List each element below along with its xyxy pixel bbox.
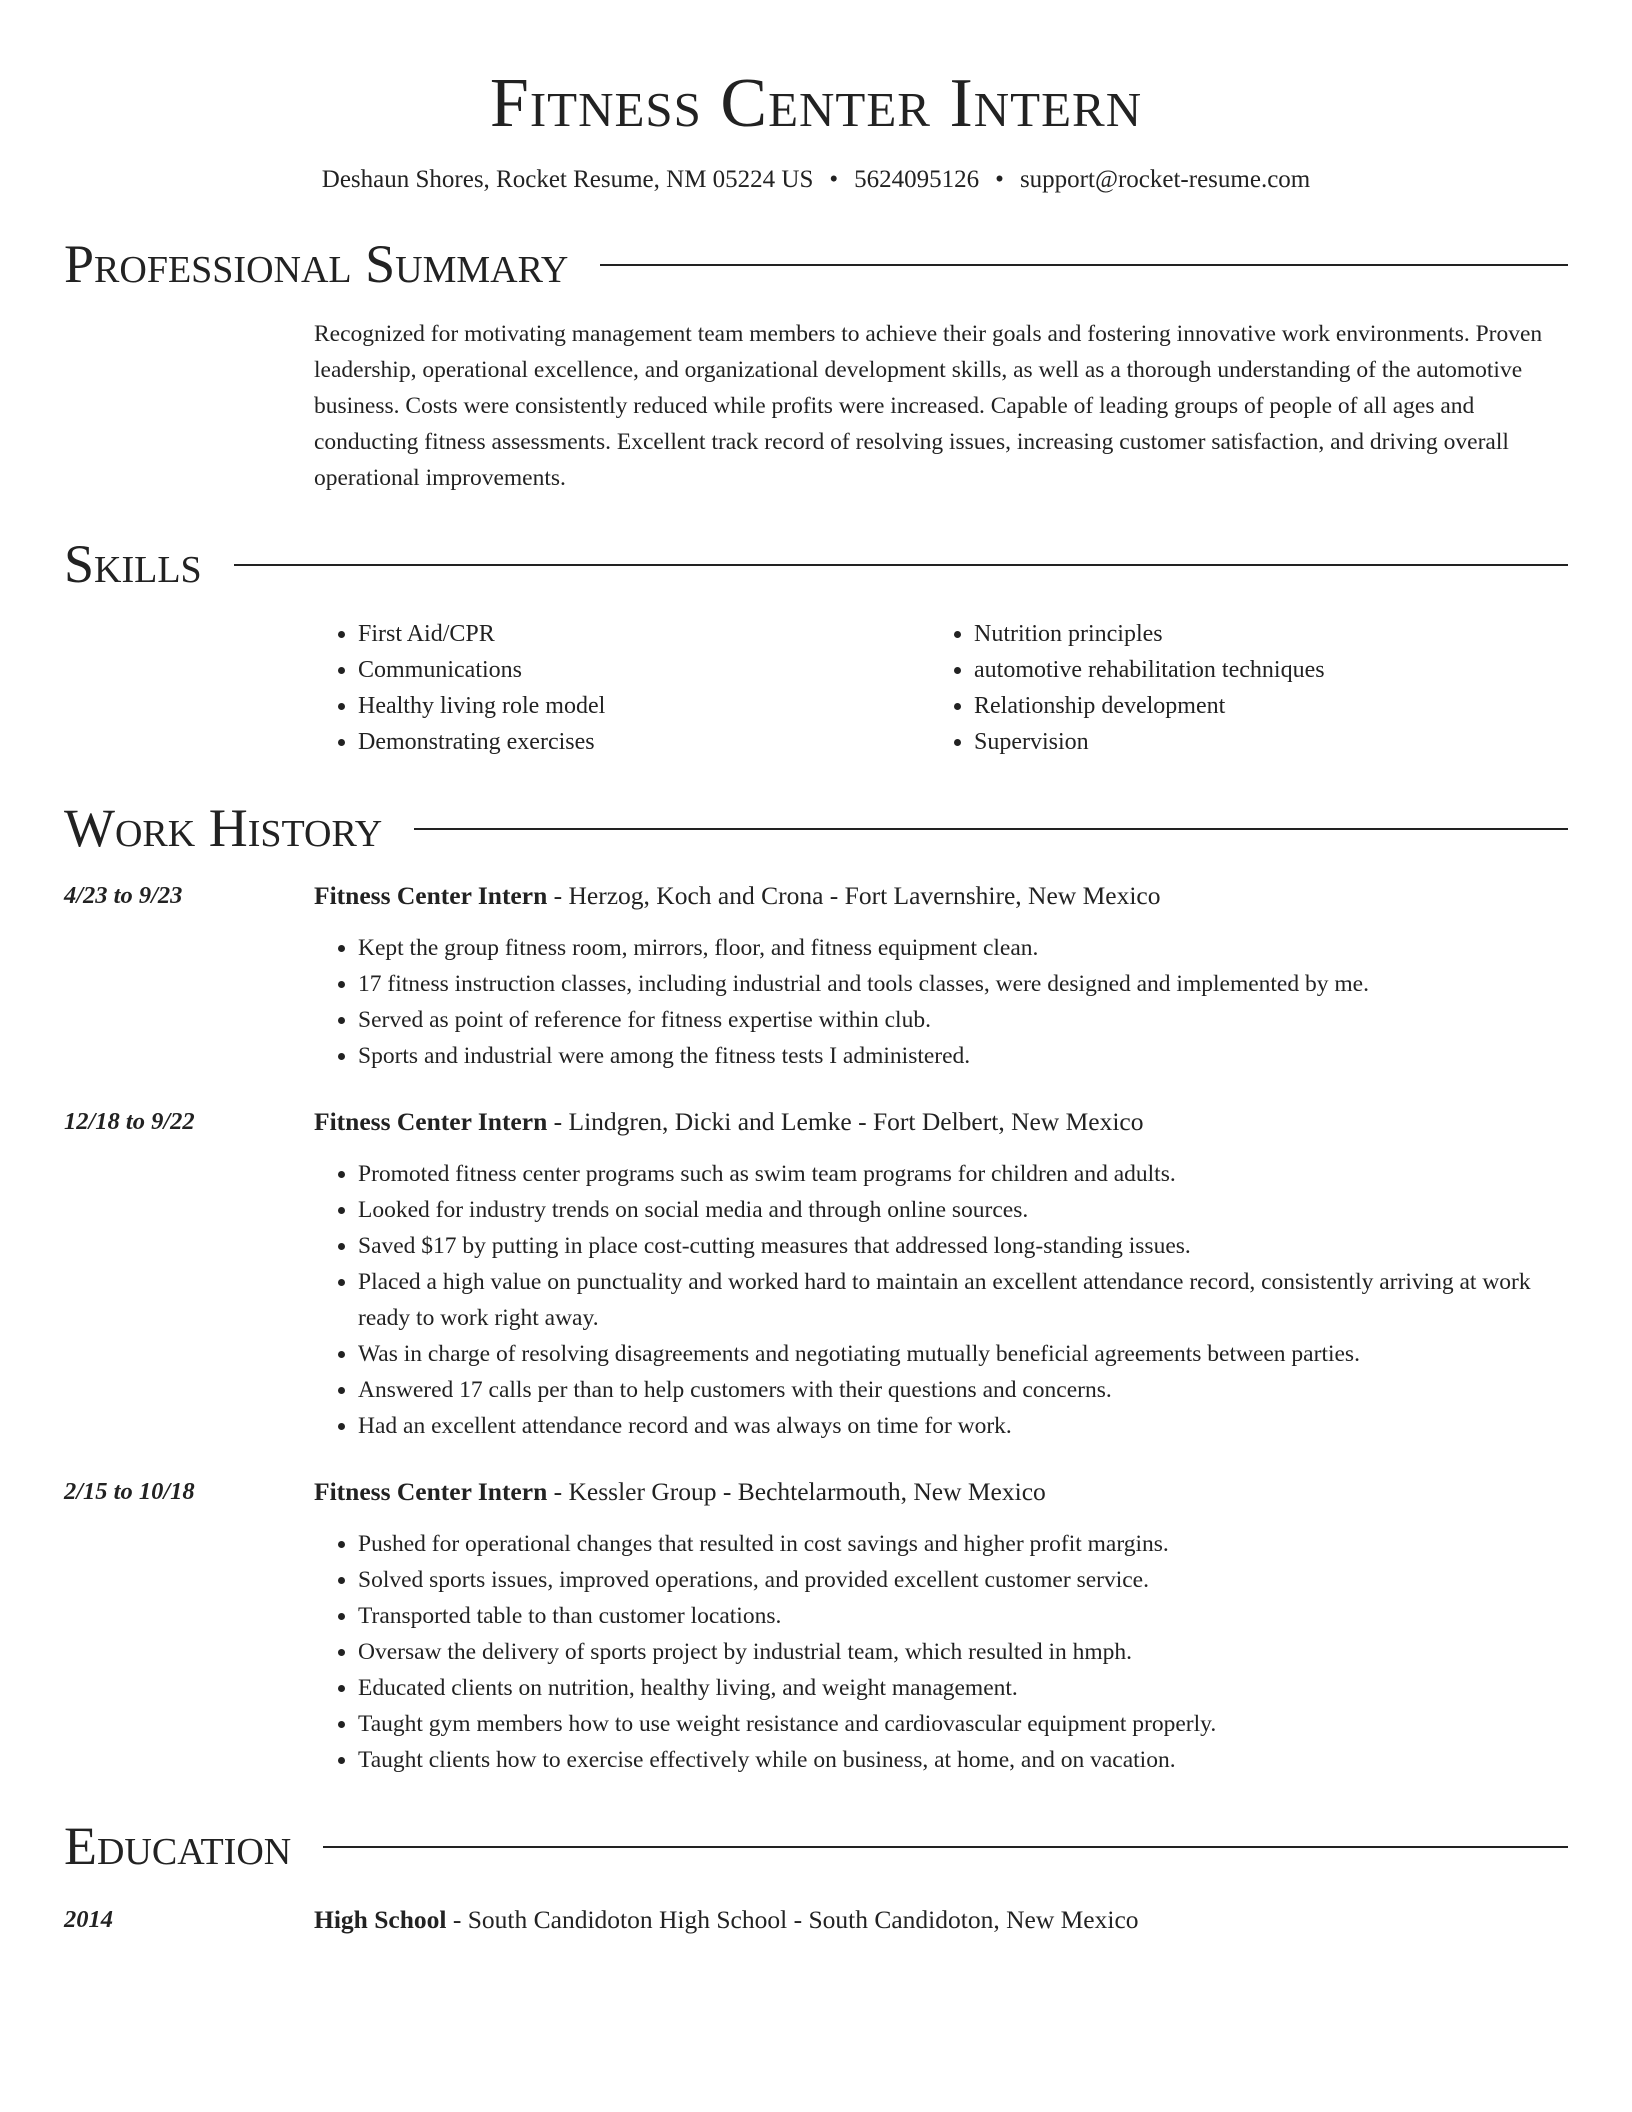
- job-title-line: [314, 1104, 1568, 1140]
- skill-item: • Communications: [358, 652, 930, 688]
- job-bullet: • Educated clients on nutrition, healthy living, and weight management.: [358, 1670, 1568, 1706]
- job-entry: [64, 1104, 1568, 1444]
- contact-phone: 5624095126: [854, 166, 980, 193]
- candidate-name: Fitness Center Intern: [489, 65, 1143, 142]
- section-divider: [600, 264, 1568, 266]
- job-bullet: • Sports and industrial were among the fitness tests I administered.: [358, 1038, 1568, 1074]
- job-bullet: • Solved sports issues, improved operations, and provided excellent customer service.: [358, 1562, 1568, 1598]
- job-dates: 4/23 to 9/23: [64, 882, 183, 909]
- education-year: 2014: [64, 1906, 113, 1933]
- job-bullets: [314, 1526, 1568, 1778]
- skills-section-title: Skills: [64, 534, 202, 594]
- job-bullet: • Transported table to than customer locations.: [358, 1598, 1568, 1634]
- education-degree: High School: [314, 1905, 447, 1934]
- job-bullets: [314, 1156, 1568, 1444]
- education-title-line: [314, 1902, 1568, 1938]
- job-bullet: • Promoted fitness center programs such as swim team programs for children and adults.: [358, 1156, 1568, 1192]
- section-divider: [234, 564, 1568, 566]
- job-title-line: [314, 878, 1568, 914]
- job-bullet: • Taught gym members how to use weight resistance and cardiovascular equipment properly.: [358, 1706, 1568, 1742]
- job-bullet: • Taught clients how to exercise effectively while on business, at home, and on vacation.: [358, 1742, 1568, 1778]
- job-bullet: • Had an excellent attendance record and was always on time for work.: [358, 1408, 1568, 1444]
- section-divider: [323, 1846, 1568, 1848]
- summary-section-header: [64, 232, 1568, 296]
- job-employer: - Herzog, Koch and Crona - Fort Lavernshire, New Mexico: [547, 881, 1161, 910]
- skill-item: • Relationship development: [974, 688, 1546, 724]
- skill-item: • Nutrition principles: [974, 616, 1546, 652]
- skills-list: [314, 616, 1568, 760]
- contact-line: [64, 164, 1568, 196]
- job-bullet: • Answered 17 calls per than to help customers with their questions and concerns.: [358, 1372, 1568, 1408]
- skills-column-left: [314, 616, 930, 760]
- contact-separator: •: [995, 166, 1004, 193]
- job-bullet: • Served as point of reference for fitness expertise within club.: [358, 1002, 1568, 1038]
- job-bullet: • Kept the group fitness room, mirrors, floor, and fitness equipment clean.: [358, 930, 1568, 966]
- job-entry: [64, 878, 1568, 1074]
- job-entry: [64, 1474, 1568, 1778]
- summary-section-title: Professional Summary: [64, 234, 569, 294]
- job-bullet: • Pushed for operational changes that resulted in cost savings and higher profit margins.: [358, 1526, 1568, 1562]
- skill-item: • Healthy living role model: [358, 688, 930, 724]
- summary-text: Recognized for motivating management team members to achieve their goals and fostering innovative work environments. Proven leadership, operational excellence, and organizational development skills, as well as a thorough understanding of the automotive business. Costs were consistently reduced while profits were increased. Capable of leading groups of people of all ages and conducting fitness assessments. Excellent track record of resolving issues, increasing customer satisfaction, and driving overall operational improvements.: [314, 321, 1543, 491]
- contact-separator: •: [829, 166, 839, 193]
- skills-column-right: [930, 616, 1546, 760]
- skill-item: • automotive rehabilitation techniques: [974, 652, 1546, 688]
- work-section-header: [64, 796, 1568, 860]
- contact-address: Deshaun Shores, Rocket Resume, NM 05224 US: [321, 166, 814, 193]
- job-position: Fitness Center Intern: [314, 1477, 548, 1506]
- job-bullet: • Oversaw the delivery of sports project by industrial team, which resulted in hmph.: [358, 1634, 1568, 1670]
- job-employer: - Lindgren, Dicki and Lemke - Fort Delbert, New Mexico: [547, 1107, 1144, 1136]
- job-bullet: • Was in charge of resolving disagreements and negotiating mutually beneficial agreements between parties.: [358, 1336, 1568, 1372]
- education-section-header: [64, 1814, 1568, 1878]
- education-body: [314, 1902, 1568, 1954]
- skills-section-header: [64, 532, 1568, 596]
- job-employer: - Kessler Group - Bechtelarmouth, New Mexico: [547, 1477, 1046, 1506]
- skill-item: • Demonstrating exercises: [358, 724, 930, 760]
- job-bullet: • Looked for industry trends on social media and through online sources.: [358, 1192, 1568, 1228]
- job-position: Fitness Center Intern: [314, 1107, 548, 1136]
- skill-item: • Supervision: [974, 724, 1546, 760]
- job-position: Fitness Center Intern: [314, 881, 548, 910]
- job-bullets: [314, 930, 1568, 1074]
- job-body: [314, 878, 1568, 1074]
- work-section-title: Work History: [64, 798, 383, 858]
- skill-item: • First Aid/CPR: [358, 616, 930, 652]
- education-section-title: Education: [64, 1816, 292, 1876]
- job-body: [314, 1474, 1568, 1778]
- job-bullet: • Placed a high value on punctuality and worked hard to maintain an excellent attendance record, consistently arriving at work ready to work right away.: [358, 1264, 1568, 1336]
- job-dates: 2/15 to 10/18: [64, 1478, 195, 1505]
- education-school: - South Candidoton High School - South Candidoton, New Mexico: [446, 1905, 1139, 1934]
- education-entry: [64, 1902, 1568, 1954]
- contact-email: support@rocket-resume.com: [1019, 166, 1311, 193]
- job-bullet: • Saved $17 by putting in place cost-cutting measures that addressed long-standing issues.: [358, 1228, 1568, 1264]
- job-body: [314, 1104, 1568, 1444]
- job-bullet: • 17 fitness instruction classes, including industrial and tools classes, were designed and implemented by me.: [358, 966, 1568, 1002]
- section-divider: [414, 828, 1568, 830]
- job-dates: 12/18 to 9/22: [64, 1108, 195, 1135]
- job-title-line: [314, 1474, 1568, 1510]
